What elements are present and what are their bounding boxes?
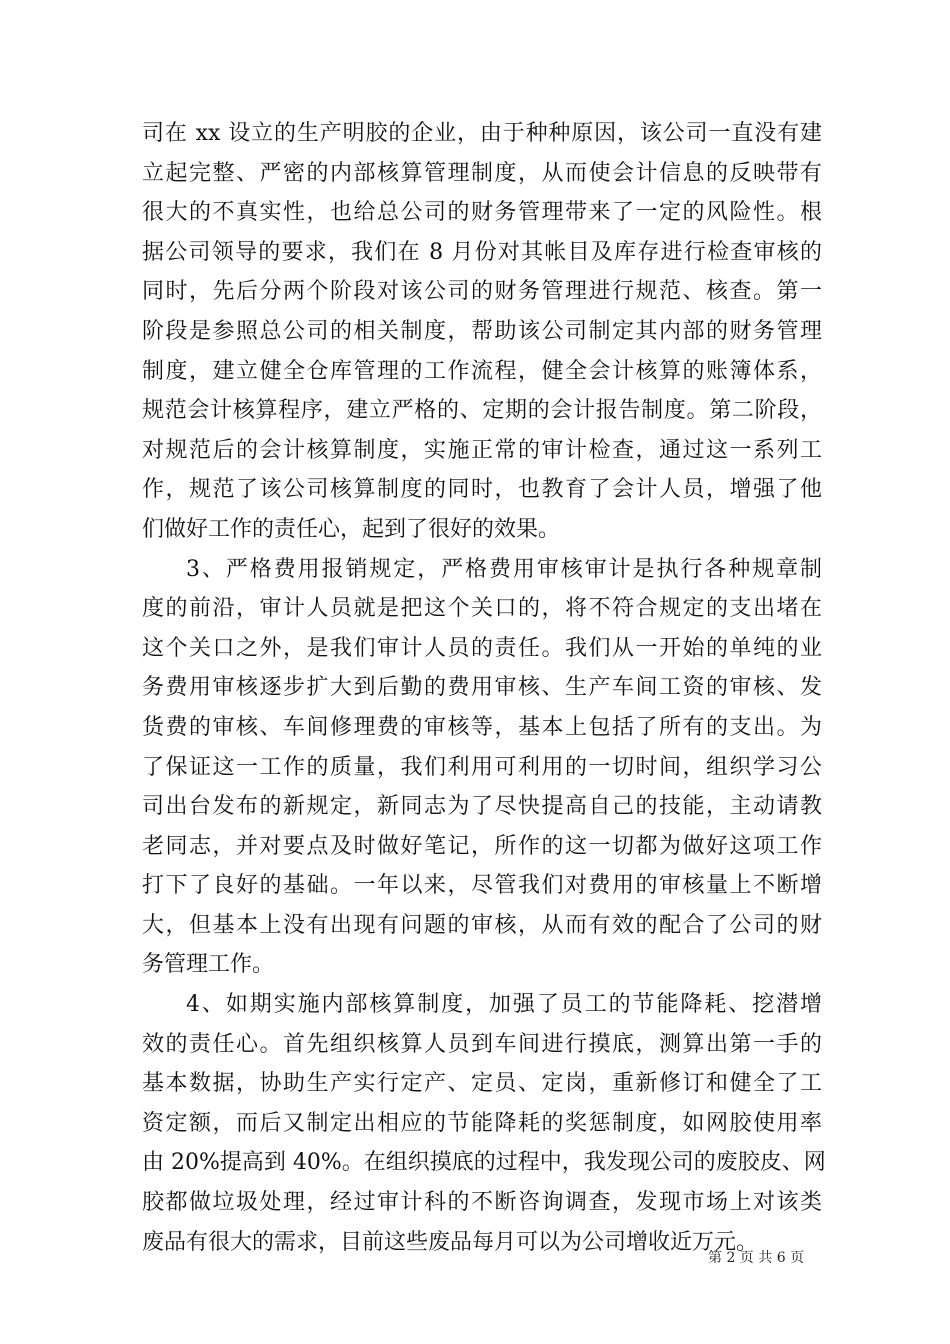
text-line: 很大的不真实性，也给总公司的财务管理带来了一定的风险性。根 (142, 200, 822, 226)
text-line: 了保证这一工作的质量，我们利用可利用的一切时间，组织学习公 (142, 754, 822, 780)
page-footer: 第 2 页 共 6 页 (708, 1250, 805, 1266)
text-line: 度的前沿，审计人员就是把这个关口的，将不符合规定的支出堵在 (142, 596, 822, 622)
text-line: 作，规范了该公司核算制度的同时，也教育了会计人员，增强了他 (142, 477, 822, 503)
text-line: 同时，先后分两个阶段对该公司的财务管理进行规范、核查。第一 (142, 279, 822, 305)
text-line: 胶都做垃圾处理，经过审计科的不断咨询调查，发现市场上对该类 (142, 1190, 822, 1216)
text-line: 据公司领导的要求，我们在 8 月份对其帐目及库存进行检查审核的 (142, 239, 822, 265)
text-line: 资定额，而后又制定出相应的节能降耗的奖惩制度，如网胶使用率 (142, 1110, 822, 1136)
text-line: 老同志，并对要点及时做好笔记，所作的这一切都为做好这项工作 (142, 833, 822, 859)
text-line: 4、如期实施内部核算制度，加强了员工的节能降耗、挖潜增 (186, 992, 822, 1018)
text-line: 打下了良好的基础。一年以来，尽管我们对费用的审核量上不断增 (142, 873, 822, 899)
body-text (142, 114, 826, 1262)
text-line: 货费的审核、车间修理费的审核等，基本上包括了所有的支出。为 (142, 714, 822, 740)
text-line: 由 20%提高到 40%。在组织摸底的过程中，我发现公司的废胶皮、网 (142, 1150, 826, 1176)
text-line: 司在 xx 设立的生产明胶的企业，由于种种原因，该公司一直没有建 (142, 121, 822, 146)
text-line: 效的责任心。首先组织核算人员到车间进行摸底，测算出第一手的 (142, 1031, 822, 1057)
text-line: 司出台发布的新规定，新同志为了尽快提高自己的技能，主动请教 (142, 794, 822, 820)
text-line: 务费用审核逐步扩大到后勤的费用审核、生产车间工资的审核、发 (142, 675, 822, 701)
text-line: 立起完整、严密的内部核算管理制度，从而使会计信息的反映带有 (142, 160, 822, 186)
text-line: 大，但基本上没有出现有问题的审核，从而有效的配合了公司的财 (142, 912, 822, 938)
text-line: 这个关口之外，是我们审计人员的责任。我们从一开始的单纯的业 (142, 635, 822, 661)
text-line: 3、严格费用报销规定，严格费用审核审计是执行各种规章制 (186, 556, 822, 582)
text-line: 阶段是参照总公司的相关制度，帮助该公司制定其内部的财务管理 (142, 318, 822, 344)
text-line: 们做好工作的责任心，起到了很好的效果。 (142, 516, 561, 542)
text-line: 制度，建立健全仓库管理的工作流程，健全会计核算的账簿体系， (142, 358, 822, 384)
text-line: 规范会计核算程序，建立严格的、定期的会计报告制度。第二阶段， (142, 398, 822, 424)
text-line: 基本数据，协助生产实行定产、定员、定岗，重新修订和健全了工 (142, 1071, 822, 1097)
text-line: 务管理工作。 (142, 952, 275, 978)
text-line: 废品有很大的需求，目前这些废品每月可以为公司增收近万元。 (142, 1229, 759, 1255)
text-line: 对规范后的会计核算制度，实施正常的审计检查，通过这一系列工 (142, 437, 822, 463)
